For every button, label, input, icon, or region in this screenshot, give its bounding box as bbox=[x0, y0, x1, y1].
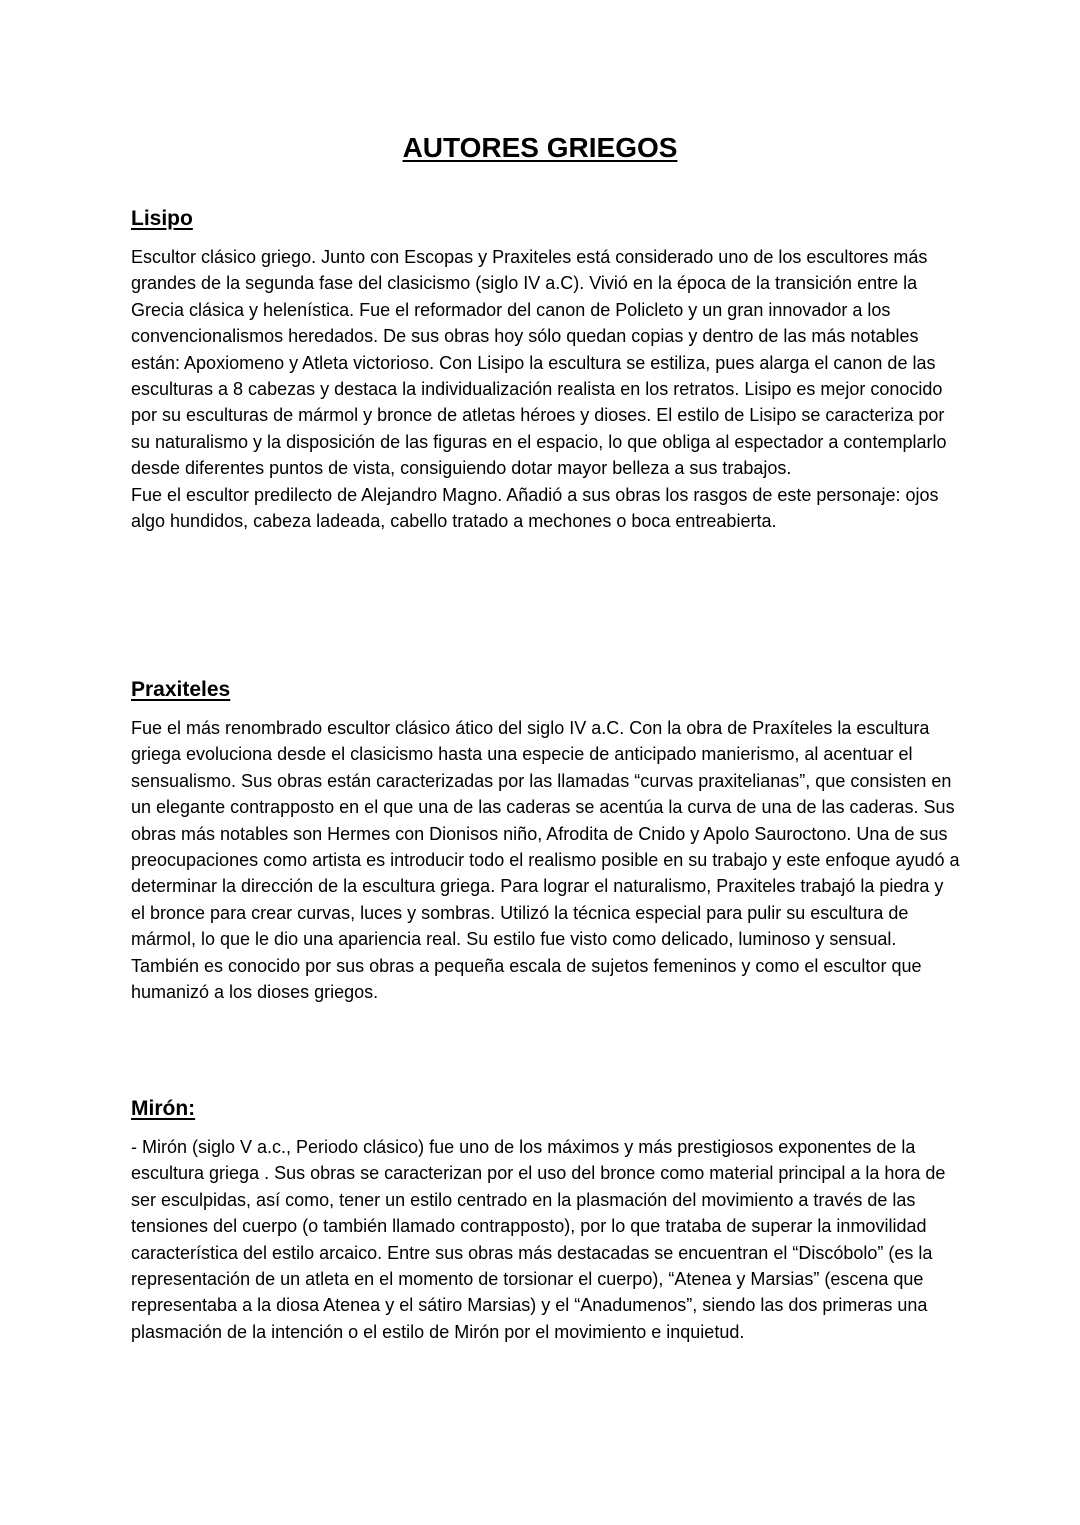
section-body-praxiteles bbox=[131, 715, 961, 1005]
paragraph: Fue el escultor predilecto de Alejandro Magno. Añadió a sus obras los rasgos de este personaje: ojos algo hundidos, cabeza ladeada, cabello tratado a mechones o boca entreabierta. bbox=[131, 484, 939, 532]
page-title: AUTORES GRIEGOS bbox=[402, 132, 678, 163]
paragraph: Escultor clásico griego. Junto con Escopas y Praxiteles está considerado uno de los escultores más grandes de la segunda fase del clasicismo (siglo IV a.C). Vivió en la época de la transición entre la Grecia clásica y helenística. Fue el reformador del canon de Policleto y un gran innovador a los convencionalismos heredados. De sus obras hoy sólo quedan copias y dentro de las más notables están: Apoxiomeno y Atleta victorioso. Con Lisipo la escultura se estiliza, pues alarga el canon de las esculturas a 8 cabezas y destaca la individualización realista en los retratos. Lisipo es mejor conocido por su esculturas de mármol y bronce de atletas héroes y dioses. El estilo de Lisipo se caracteriza por su naturalismo y la disposición de las figuras en el espacio, lo que obliga al espectador a contemplarlo desde diferentes puntos de vista, consiguiendo dotar mayor belleza a sus trabajos. bbox=[131, 247, 947, 479]
section-body-lisipo bbox=[131, 244, 961, 534]
section-lisipo bbox=[131, 204, 961, 534]
section-heading-miron: Mirón: bbox=[131, 1097, 196, 1120]
section-body-miron bbox=[131, 1134, 961, 1345]
section-heading-praxiteles: Praxiteles bbox=[131, 678, 231, 701]
section-praxiteles bbox=[131, 675, 961, 1005]
section-miron bbox=[131, 1094, 961, 1345]
section-heading-lisipo: Lisipo bbox=[131, 207, 193, 230]
paragraph: Fue el más renombrado escultor clásico ático del siglo IV a.C. Con la obra de Praxíteles la escultura griega evoluciona desde el clasicismo hasta una especie de anticipado manierismo, al acentuar el sensualismo. Sus obras están caracterizadas por las llamadas “curvas praxitelianas”, que consisten en un elegante contrapposto en el que una de las caderas se acentúa la curva de una de las caderas. Sus obras más notables son Hermes con Dionisos niño, Afrodita de Cnido y Apolo Sauroctono. Una de sus preocupaciones como artista es introducir todo el realismo posible en su trabajo y este enfoque ayudó a determinar la dirección de la escultura griega. Para lograr el naturalismo, Praxiteles trabajó la piedra y el bronce para crear curvas, luces y sombras. Utilizó la técnica especial para pulir su escultura de mármol, lo que le dio una apariencia real. Su estilo fue visto como delicado, luminoso y sensual. También es conocido por sus obras a pequeña escala de sujetos femeninos y como el escultor que humanizó a los dioses griegos. bbox=[131, 718, 960, 1003]
paragraph: - Mirón (siglo V a.c., Periodo clásico) fue uno de los máximos y más prestigiosos exponentes de la escultura griega . Sus obras se caracterizan por el uso del bronce como material principal a la hora de ser esculpidas, así como, tener un estilo centrado en la plasmación del movimiento a través de las tensiones del cuerpo (o también llamado contrapposto), por lo que trataba de superar la inmovilidad característica del estilo arcaico. Entre sus obras más destacadas se encuentran el “Discóbolo” (es la representación de un atleta en el momento de torsionar el cuerpo), “Atenea y Marsias” (escena que representaba a la diosa Atenea y el sátiro Marsias) y el “Anadumenos”, siendo las dos primeras una plasmación de la intención o el estilo de Mirón por el movimiento e inquietud. bbox=[131, 1137, 946, 1342]
